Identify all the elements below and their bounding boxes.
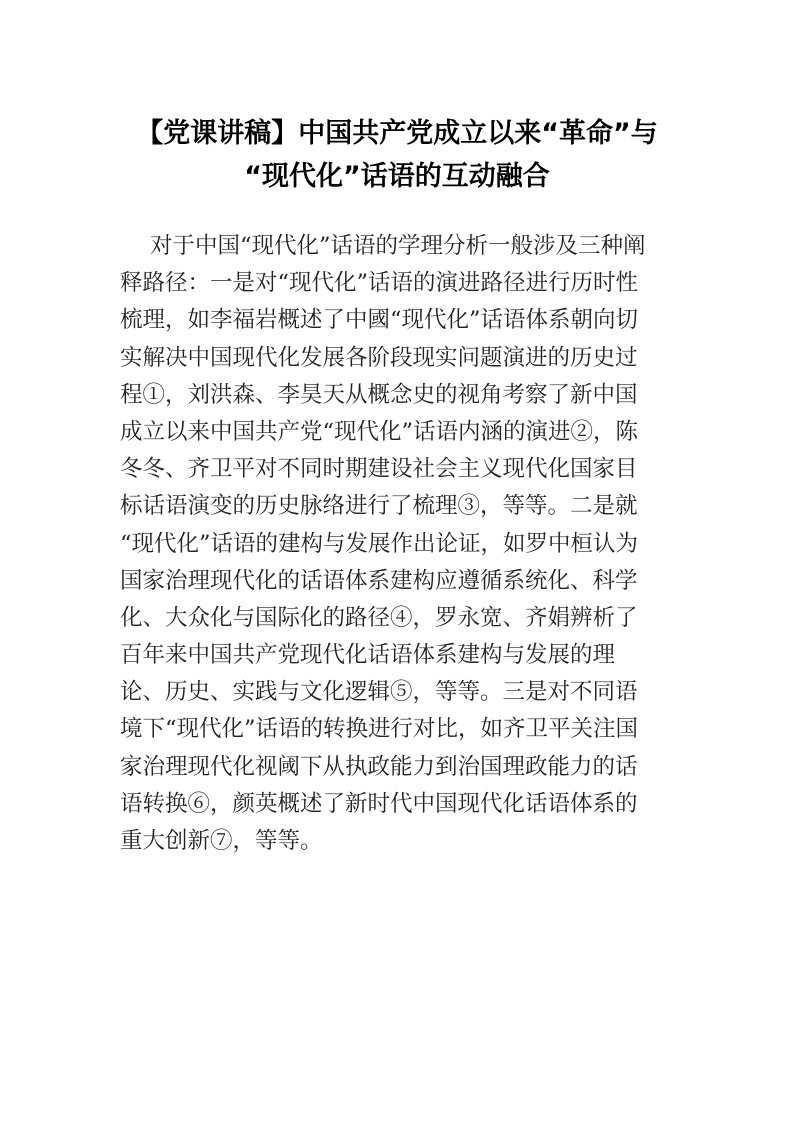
- paragraph-line: 化、大众化与国际化的路径④，罗永宽、齐娟辨析了: [120, 604, 638, 631]
- title-line: “现代化”话语的互动融合: [244, 161, 550, 192]
- paragraph-line: 梳理，如李福岩概述了中國“现代化”话语体系朝向切: [120, 307, 639, 334]
- paragraph-line: 百年来中国共产党现代化话语体系建构与发展的理: [120, 642, 616, 669]
- paragraph-line: 语转换⑥，颜英概述了新时代中国现代化话语体系的: [120, 790, 638, 817]
- document-title: [90, 112, 704, 198]
- paragraph-line: 家治理现代化视阈下从执政能力到治国理政能力的话: [120, 753, 638, 780]
- paragraph-line: 对于中国“现代化”话语的学理分析一般涉及三种阐: [150, 233, 646, 259]
- paragraph-line: 成立以来中国共产党“现代化”话语内涵的演进②，陈: [120, 418, 639, 445]
- title-line: 【党课讲稿】中国共产党成立以来“革命”与: [136, 118, 658, 149]
- body-paragraph: [120, 228, 680, 860]
- paragraph-line: 论、历史、实践与文化逻辑⑤，等等。三是对不同语: [120, 679, 638, 706]
- paragraph-line: “现代化”话语的建构与发展作出论证，如罗中桓认为: [120, 530, 639, 557]
- paragraph-line: 重大创新⑦，等等。: [120, 828, 323, 854]
- paragraph-line: 冬冬、齐卫平对不同时期建设社会主义现代化国家目: [120, 456, 638, 483]
- paragraph-line: 国家治理现代化的话语体系建构应遵循系统化、科学: [120, 567, 638, 594]
- paragraph-line: 释路径：一是对“现代化”话语的演进路径进行历时性: [120, 270, 639, 297]
- paragraph-line: 程①，刘洪森、李昊天从概念史的视角考察了新中国: [120, 381, 638, 408]
- paragraph-line: 境下“现代化”话语的转换进行对比，如齐卫平关注国: [120, 716, 639, 743]
- paragraph-line: 标话语演变的历史脉络进行了梳理③，等等。二是就: [120, 493, 638, 520]
- paragraph-line: 实解决中国现代化发展各阶段现实问题演进的历史过: [120, 344, 638, 371]
